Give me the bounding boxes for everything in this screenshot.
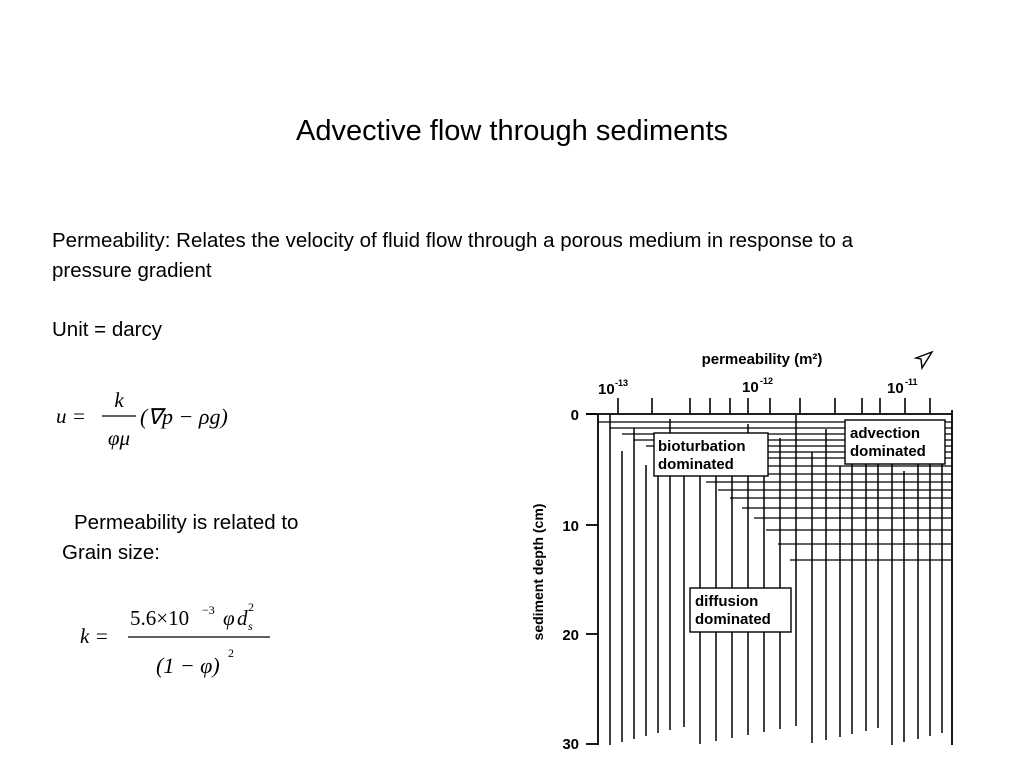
grain-size-text (62, 508, 298, 568)
grain-denominator: (1 − φ) (156, 653, 220, 678)
svg-text:10: 10 (887, 380, 904, 397)
diffusion-dominated-box (690, 588, 791, 632)
advection-dominated-box (845, 420, 945, 464)
svg-text:advection: advection (850, 425, 921, 442)
svg-text:10: 10 (742, 379, 759, 396)
bioturbation-dominated-box (654, 433, 768, 476)
grain-d-sub: s (248, 619, 253, 633)
grain-line-2: Grain size: (62, 541, 160, 564)
y-tick-label: 10 (562, 518, 579, 535)
grain-exponent: −3 (202, 603, 215, 617)
grain-d: d (237, 606, 248, 630)
svg-text:dominated: dominated (850, 443, 926, 460)
slide-title: Advective flow through sediments (296, 115, 728, 147)
x-tick-label (887, 377, 918, 397)
darcy-numerator: k (114, 388, 124, 412)
grain-phi: φ (223, 606, 235, 630)
corner-arrow-icon (916, 352, 932, 368)
darcy-lhs: u = (56, 404, 86, 428)
unit-text: Unit = darcy (52, 318, 162, 341)
darcy-rhs: (∇p − ρg) (140, 404, 228, 429)
x-tick-label (598, 378, 628, 398)
y-tick-label: 20 (562, 627, 579, 644)
svg-text:-12: -12 (760, 376, 774, 386)
svg-text:10: 10 (598, 381, 615, 398)
svg-text:dominated: dominated (695, 611, 771, 628)
figure-xlabel: permeability (m²) (701, 351, 823, 368)
permeability-depth-figure (520, 342, 1010, 762)
svg-text:diffusion: diffusion (695, 593, 759, 610)
grain-d-sup: 2 (248, 600, 254, 614)
svg-text:-13: -13 (615, 378, 629, 388)
grain-line-1: Permeability is related to (74, 511, 299, 534)
svg-text:-11: -11 (905, 377, 918, 387)
permeability-definition: Permeability: Relates the velocity of fluid flow through a porous medium in response to a pressure gradient (52, 229, 854, 282)
grain-lhs: k = (80, 624, 109, 648)
x-tick-label (742, 376, 773, 396)
grain-numerator: 5.6×10 (130, 606, 190, 630)
svg-text:bioturbation: bioturbation (658, 438, 746, 455)
svg-text:dominated: dominated (658, 456, 734, 473)
darcy-denominator: φμ (107, 426, 131, 450)
y-tick-label: 0 (570, 407, 579, 424)
darcy-equation (56, 383, 266, 458)
grain-size-equation (80, 595, 300, 690)
y-tick-label: 30 (562, 736, 579, 753)
grain-den-exponent: 2 (228, 646, 234, 660)
figure-ylabel: sediment depth (cm) (530, 503, 546, 641)
